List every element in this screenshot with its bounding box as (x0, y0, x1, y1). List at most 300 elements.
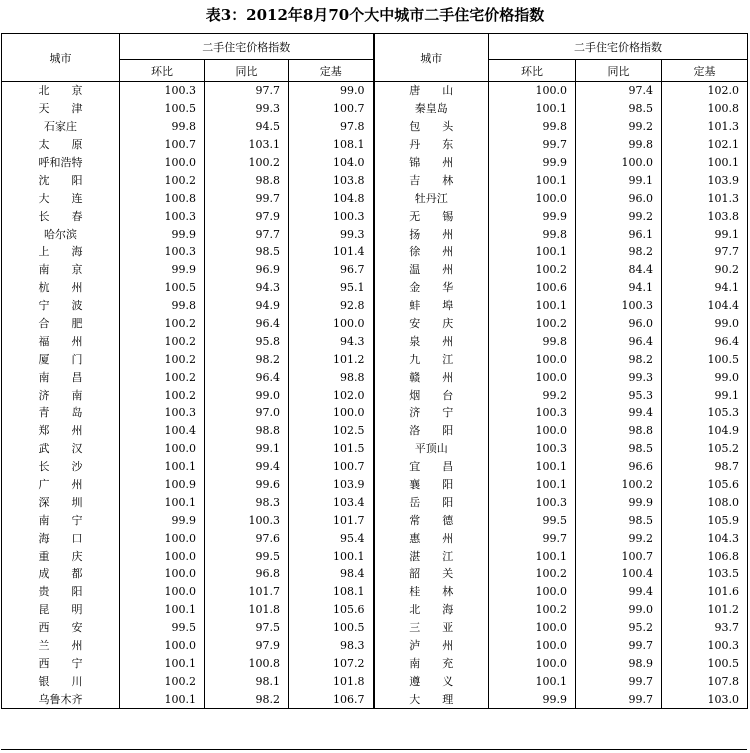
left-yoy-cell: 101.7 (205, 583, 289, 601)
right-yoy-cell: 99.9 (576, 493, 662, 511)
right-yoy-cell: 95.3 (576, 386, 662, 404)
right-city-cell: 包 头 (374, 118, 489, 136)
right-yoy-cell: 98.2 (576, 243, 662, 261)
left-base-cell: 102.0 (289, 386, 374, 404)
right-yoy-cell: 99.4 (576, 583, 662, 601)
right-mom-cell: 100.1 (489, 672, 576, 690)
right-city-cell: 无 锡 (374, 207, 489, 225)
left-yoy-cell: 101.8 (205, 601, 289, 619)
header-yoy-right: 同比 (576, 60, 662, 82)
right-base-cell: 105.9 (662, 511, 748, 529)
left-base-cell: 100.0 (289, 404, 374, 422)
left-city-cell: 南 京 (2, 261, 120, 279)
left-mom-cell: 100.0 (120, 440, 205, 458)
left-base-cell: 104.0 (289, 154, 374, 172)
left-mom-cell: 100.0 (120, 547, 205, 565)
right-city-cell: 赣 州 (374, 368, 489, 386)
left-city-cell: 西 安 (2, 619, 120, 637)
right-base-cell: 97.7 (662, 243, 748, 261)
right-yoy-cell: 96.1 (576, 225, 662, 243)
right-base-cell: 103.5 (662, 565, 748, 583)
right-mom-cell: 100.0 (489, 82, 576, 100)
right-city-cell: 南 充 (374, 655, 489, 673)
table-row (2, 493, 748, 511)
right-city-cell: 泸 州 (374, 637, 489, 655)
right-yoy-cell: 99.3 (576, 368, 662, 386)
table-row (2, 619, 748, 637)
left-city-cell: 杭 州 (2, 279, 120, 297)
right-base-cell: 100.8 (662, 100, 748, 118)
left-yoy-cell: 99.3 (205, 100, 289, 118)
right-yoy-cell: 98.5 (576, 511, 662, 529)
left-mom-cell: 100.9 (120, 476, 205, 494)
left-mom-cell: 100.2 (120, 386, 205, 404)
left-city-cell: 济 南 (2, 386, 120, 404)
right-mom-cell: 100.2 (489, 601, 576, 619)
right-mom-cell: 99.8 (489, 118, 576, 136)
left-yoy-cell: 98.2 (205, 690, 289, 708)
right-mom-cell: 100.3 (489, 404, 576, 422)
left-mom-cell: 100.1 (120, 493, 205, 511)
right-city-cell: 湛 江 (374, 547, 489, 565)
header-yoy-left: 同比 (205, 60, 289, 82)
price-index-table (1, 33, 748, 709)
right-mom-cell: 100.0 (489, 189, 576, 207)
left-yoy-cell: 96.4 (205, 315, 289, 333)
table-row (2, 655, 748, 673)
left-base-cell: 101.7 (289, 511, 374, 529)
right-city-cell: 襄 阳 (374, 476, 489, 494)
table-row (2, 207, 748, 225)
left-mom-cell: 100.3 (120, 207, 205, 225)
right-yoy-cell: 95.2 (576, 619, 662, 637)
left-city-cell: 银 川 (2, 672, 120, 690)
left-mom-cell: 100.1 (120, 601, 205, 619)
left-mom-cell: 100.0 (120, 154, 205, 172)
right-yoy-cell: 99.2 (576, 207, 662, 225)
header-mom-left: 环比 (120, 60, 205, 82)
left-mom-cell: 100.1 (120, 690, 205, 708)
right-city-cell: 三 亚 (374, 619, 489, 637)
right-city-cell: 洛 阳 (374, 422, 489, 440)
left-mom-cell: 100.0 (120, 529, 205, 547)
right-base-cell: 99.0 (662, 315, 748, 333)
table-row (2, 422, 748, 440)
right-mom-cell: 100.1 (489, 243, 576, 261)
right-base-cell: 99.1 (662, 386, 748, 404)
right-city-cell: 济 宁 (374, 404, 489, 422)
left-yoy-cell: 99.0 (205, 386, 289, 404)
right-base-cell: 99.1 (662, 225, 748, 243)
right-city-cell: 泉 州 (374, 332, 489, 350)
right-base-cell: 102.0 (662, 82, 748, 100)
right-mom-cell: 99.5 (489, 511, 576, 529)
left-city-cell: 广 州 (2, 476, 120, 494)
right-city-cell: 徐 州 (374, 243, 489, 261)
left-city-cell: 成 都 (2, 565, 120, 583)
left-base-cell: 94.3 (289, 332, 374, 350)
right-yoy-cell: 100.7 (576, 547, 662, 565)
right-yoy-cell: 99.1 (576, 171, 662, 189)
table-row (2, 82, 748, 100)
right-yoy-cell: 99.2 (576, 529, 662, 547)
left-base-cell: 104.8 (289, 189, 374, 207)
left-base-cell: 108.1 (289, 583, 374, 601)
left-mom-cell: 100.2 (120, 350, 205, 368)
left-city-cell: 武 汉 (2, 440, 120, 458)
left-base-cell: 100.7 (289, 458, 374, 476)
left-base-cell: 103.8 (289, 171, 374, 189)
right-city-cell: 秦皇岛 (374, 100, 489, 118)
right-mom-cell: 99.8 (489, 332, 576, 350)
left-mom-cell: 100.3 (120, 243, 205, 261)
left-yoy-cell: 98.2 (205, 350, 289, 368)
right-yoy-cell: 98.8 (576, 422, 662, 440)
right-base-cell: 104.3 (662, 529, 748, 547)
right-city-cell: 扬 州 (374, 225, 489, 243)
left-city-cell: 上 海 (2, 243, 120, 261)
left-mom-cell: 100.2 (120, 332, 205, 350)
left-yoy-cell: 97.7 (205, 82, 289, 100)
left-yoy-cell: 100.3 (205, 511, 289, 529)
left-city-cell: 长 春 (2, 207, 120, 225)
table-row (2, 672, 748, 690)
left-base-cell: 101.2 (289, 350, 374, 368)
left-city-cell: 太 原 (2, 136, 120, 154)
left-city-cell: 兰 州 (2, 637, 120, 655)
right-yoy-cell: 99.7 (576, 672, 662, 690)
table-row (2, 547, 748, 565)
left-mom-cell: 100.7 (120, 136, 205, 154)
right-yoy-cell: 94.1 (576, 279, 662, 297)
left-mom-cell: 99.5 (120, 619, 205, 637)
left-city-cell: 长 沙 (2, 458, 120, 476)
left-base-cell: 98.4 (289, 565, 374, 583)
left-base-cell: 99.0 (289, 82, 374, 100)
left-city-cell: 贵 阳 (2, 583, 120, 601)
right-yoy-cell: 96.0 (576, 315, 662, 333)
right-base-cell: 104.4 (662, 297, 748, 315)
left-yoy-cell: 97.9 (205, 207, 289, 225)
left-mom-cell: 99.9 (120, 225, 205, 243)
left-yoy-cell: 94.5 (205, 118, 289, 136)
left-base-cell: 100.0 (289, 315, 374, 333)
right-mom-cell: 100.1 (489, 476, 576, 494)
table-row (2, 189, 748, 207)
table-row (2, 386, 748, 404)
left-base-cell: 102.5 (289, 422, 374, 440)
left-yoy-cell: 99.6 (205, 476, 289, 494)
right-city-cell: 常 德 (374, 511, 489, 529)
right-yoy-cell: 100.4 (576, 565, 662, 583)
table-row (2, 404, 748, 422)
right-mom-cell: 100.0 (489, 637, 576, 655)
right-mom-cell: 100.6 (489, 279, 576, 297)
table-row (2, 458, 748, 476)
header-base-right: 定基 (662, 60, 748, 82)
left-city-cell: 宁 波 (2, 297, 120, 315)
table-row (2, 511, 748, 529)
right-base-cell: 100.5 (662, 655, 748, 673)
left-mom-cell: 100.5 (120, 100, 205, 118)
table-row (2, 583, 748, 601)
right-yoy-cell: 99.0 (576, 601, 662, 619)
left-yoy-cell: 99.5 (205, 547, 289, 565)
left-mom-cell: 100.0 (120, 637, 205, 655)
left-base-cell: 100.5 (289, 619, 374, 637)
right-city-cell: 锦 州 (374, 154, 489, 172)
right-yoy-cell: 98.5 (576, 100, 662, 118)
right-base-cell: 101.3 (662, 189, 748, 207)
header-group-left: 二手住宅价格指数 (120, 34, 374, 60)
left-base-cell: 103.9 (289, 476, 374, 494)
table-row (2, 154, 748, 172)
left-yoy-cell: 98.5 (205, 243, 289, 261)
table-row (2, 315, 748, 333)
right-mom-cell: 99.9 (489, 207, 576, 225)
right-yoy-cell: 96.0 (576, 189, 662, 207)
right-base-cell: 103.9 (662, 171, 748, 189)
left-base-cell: 105.6 (289, 601, 374, 619)
right-mom-cell: 100.0 (489, 583, 576, 601)
right-base-cell: 99.0 (662, 368, 748, 386)
right-city-cell: 唐 山 (374, 82, 489, 100)
left-mom-cell: 100.2 (120, 672, 205, 690)
header-group-right: 二手住宅价格指数 (489, 34, 748, 60)
right-city-cell: 韶 关 (374, 565, 489, 583)
table-row (2, 279, 748, 297)
right-base-cell: 105.3 (662, 404, 748, 422)
right-city-cell: 丹 东 (374, 136, 489, 154)
right-city-cell: 温 州 (374, 261, 489, 279)
left-city-cell: 合 肥 (2, 315, 120, 333)
left-city-cell: 西 宁 (2, 655, 120, 673)
left-base-cell: 101.4 (289, 243, 374, 261)
table-row (2, 225, 748, 243)
left-mom-cell: 100.5 (120, 279, 205, 297)
right-base-cell: 101.2 (662, 601, 748, 619)
header-mom-right: 环比 (489, 60, 576, 82)
left-yoy-cell: 96.8 (205, 565, 289, 583)
right-mom-cell: 99.9 (489, 690, 576, 708)
left-mom-cell: 100.0 (120, 583, 205, 601)
right-base-cell: 101.3 (662, 118, 748, 136)
right-yoy-cell: 84.4 (576, 261, 662, 279)
left-city-cell: 南 宁 (2, 511, 120, 529)
right-base-cell: 100.3 (662, 637, 748, 655)
left-mom-cell: 100.3 (120, 82, 205, 100)
right-city-cell: 惠 州 (374, 529, 489, 547)
right-city-cell: 岳 阳 (374, 493, 489, 511)
left-yoy-cell: 97.7 (205, 225, 289, 243)
right-mom-cell: 99.2 (489, 386, 576, 404)
right-base-cell: 103.0 (662, 690, 748, 708)
table-row (2, 529, 748, 547)
left-yoy-cell: 98.3 (205, 493, 289, 511)
right-city-cell: 北 海 (374, 601, 489, 619)
right-mom-cell: 100.1 (489, 171, 576, 189)
left-city-cell: 石家庄 (2, 118, 120, 136)
right-base-cell: 104.9 (662, 422, 748, 440)
left-base-cell: 101.8 (289, 672, 374, 690)
left-yoy-cell: 97.6 (205, 529, 289, 547)
left-yoy-cell: 103.1 (205, 136, 289, 154)
table-row (2, 332, 748, 350)
right-mom-cell: 100.3 (489, 440, 576, 458)
table-row (2, 440, 748, 458)
header-base-left: 定基 (289, 60, 374, 82)
right-mom-cell: 99.9 (489, 154, 576, 172)
left-mom-cell: 100.0 (120, 565, 205, 583)
left-yoy-cell: 94.9 (205, 297, 289, 315)
right-yoy-cell: 96.4 (576, 332, 662, 350)
right-city-cell: 烟 台 (374, 386, 489, 404)
right-mom-cell: 99.7 (489, 136, 576, 154)
left-yoy-cell: 100.2 (205, 154, 289, 172)
table-row (2, 350, 748, 368)
right-city-cell: 大 理 (374, 690, 489, 708)
right-mom-cell: 99.7 (489, 529, 576, 547)
left-city-cell: 青 岛 (2, 404, 120, 422)
table-row (2, 601, 748, 619)
left-yoy-cell: 97.0 (205, 404, 289, 422)
right-base-cell: 105.6 (662, 476, 748, 494)
left-base-cell: 108.1 (289, 136, 374, 154)
right-yoy-cell: 99.8 (576, 136, 662, 154)
right-base-cell: 90.2 (662, 261, 748, 279)
left-base-cell: 96.7 (289, 261, 374, 279)
left-city-cell: 深 圳 (2, 493, 120, 511)
left-base-cell: 100.3 (289, 207, 374, 225)
left-yoy-cell: 99.4 (205, 458, 289, 476)
left-mom-cell: 99.9 (120, 511, 205, 529)
right-yoy-cell: 100.3 (576, 297, 662, 315)
table-row (2, 243, 748, 261)
table-row (2, 368, 748, 386)
table-row (2, 297, 748, 315)
left-mom-cell: 100.4 (120, 422, 205, 440)
left-base-cell: 103.4 (289, 493, 374, 511)
left-yoy-cell: 99.7 (205, 189, 289, 207)
left-yoy-cell: 97.5 (205, 619, 289, 637)
left-base-cell: 97.8 (289, 118, 374, 136)
right-yoy-cell: 99.7 (576, 690, 662, 708)
left-yoy-cell: 98.1 (205, 672, 289, 690)
right-yoy-cell: 99.7 (576, 637, 662, 655)
left-mom-cell: 100.1 (120, 458, 205, 476)
left-city-cell: 南 昌 (2, 368, 120, 386)
left-mom-cell: 100.3 (120, 404, 205, 422)
left-yoy-cell: 94.3 (205, 279, 289, 297)
left-base-cell: 92.8 (289, 297, 374, 315)
left-yoy-cell: 95.8 (205, 332, 289, 350)
left-mom-cell: 99.8 (120, 297, 205, 315)
right-base-cell: 98.7 (662, 458, 748, 476)
header-city-left: 城市 (2, 34, 120, 82)
table-title: 表3：2012年8月70个大中城市二手住宅价格指数 (205, 6, 545, 24)
left-base-cell: 95.1 (289, 279, 374, 297)
right-city-cell: 金 华 (374, 279, 489, 297)
right-city-cell: 宜 昌 (374, 458, 489, 476)
left-mom-cell: 100.2 (120, 368, 205, 386)
right-mom-cell: 100.2 (489, 315, 576, 333)
right-mom-cell: 100.3 (489, 493, 576, 511)
table-row (2, 261, 748, 279)
left-base-cell: 100.1 (289, 547, 374, 565)
table-row (2, 476, 748, 494)
right-base-cell: 108.0 (662, 493, 748, 511)
right-yoy-cell: 98.9 (576, 655, 662, 673)
left-base-cell: 106.7 (289, 690, 374, 708)
left-city-cell: 昆 明 (2, 601, 120, 619)
left-yoy-cell: 96.4 (205, 368, 289, 386)
right-mom-cell: 100.0 (489, 422, 576, 440)
right-yoy-cell: 98.5 (576, 440, 662, 458)
left-yoy-cell: 100.8 (205, 655, 289, 673)
right-base-cell: 100.5 (662, 350, 748, 368)
right-base-cell: 93.7 (662, 619, 748, 637)
right-yoy-cell: 100.0 (576, 154, 662, 172)
table-row (2, 690, 748, 708)
right-mom-cell: 100.0 (489, 350, 576, 368)
right-yoy-cell: 99.4 (576, 404, 662, 422)
left-city-cell: 郑 州 (2, 422, 120, 440)
right-city-cell: 安 庆 (374, 315, 489, 333)
left-city-cell: 北 京 (2, 82, 120, 100)
right-base-cell: 102.1 (662, 136, 748, 154)
left-city-cell: 沈 阳 (2, 171, 120, 189)
right-mom-cell: 100.2 (489, 565, 576, 583)
right-base-cell: 106.8 (662, 547, 748, 565)
table-row (2, 171, 748, 189)
left-mom-cell: 100.8 (120, 189, 205, 207)
left-mom-cell: 99.8 (120, 118, 205, 136)
table-row (2, 637, 748, 655)
right-yoy-cell: 99.2 (576, 118, 662, 136)
right-mom-cell: 100.1 (489, 547, 576, 565)
right-mom-cell: 100.1 (489, 100, 576, 118)
left-yoy-cell: 98.8 (205, 171, 289, 189)
right-mom-cell: 100.0 (489, 655, 576, 673)
left-city-cell: 呼和浩特 (2, 154, 120, 172)
left-base-cell: 95.4 (289, 529, 374, 547)
left-base-cell: 98.8 (289, 368, 374, 386)
left-yoy-cell: 99.1 (205, 440, 289, 458)
right-yoy-cell: 100.2 (576, 476, 662, 494)
right-base-cell: 96.4 (662, 332, 748, 350)
right-mom-cell: 100.0 (489, 368, 576, 386)
left-yoy-cell: 96.9 (205, 261, 289, 279)
right-mom-cell: 100.1 (489, 458, 576, 476)
right-city-cell: 遵 义 (374, 672, 489, 690)
left-city-cell: 大 连 (2, 189, 120, 207)
left-city-cell: 哈尔滨 (2, 225, 120, 243)
table-row (2, 136, 748, 154)
header-city-right: 城市 (374, 34, 489, 82)
left-base-cell: 99.3 (289, 225, 374, 243)
right-mom-cell: 100.2 (489, 261, 576, 279)
right-base-cell: 107.8 (662, 672, 748, 690)
right-base-cell: 101.6 (662, 583, 748, 601)
right-base-cell: 103.8 (662, 207, 748, 225)
right-city-cell: 九 江 (374, 350, 489, 368)
table-row (2, 118, 748, 136)
left-base-cell: 101.5 (289, 440, 374, 458)
table-row (2, 565, 748, 583)
left-base-cell: 100.7 (289, 100, 374, 118)
right-base-cell: 94.1 (662, 279, 748, 297)
right-yoy-cell: 98.2 (576, 350, 662, 368)
